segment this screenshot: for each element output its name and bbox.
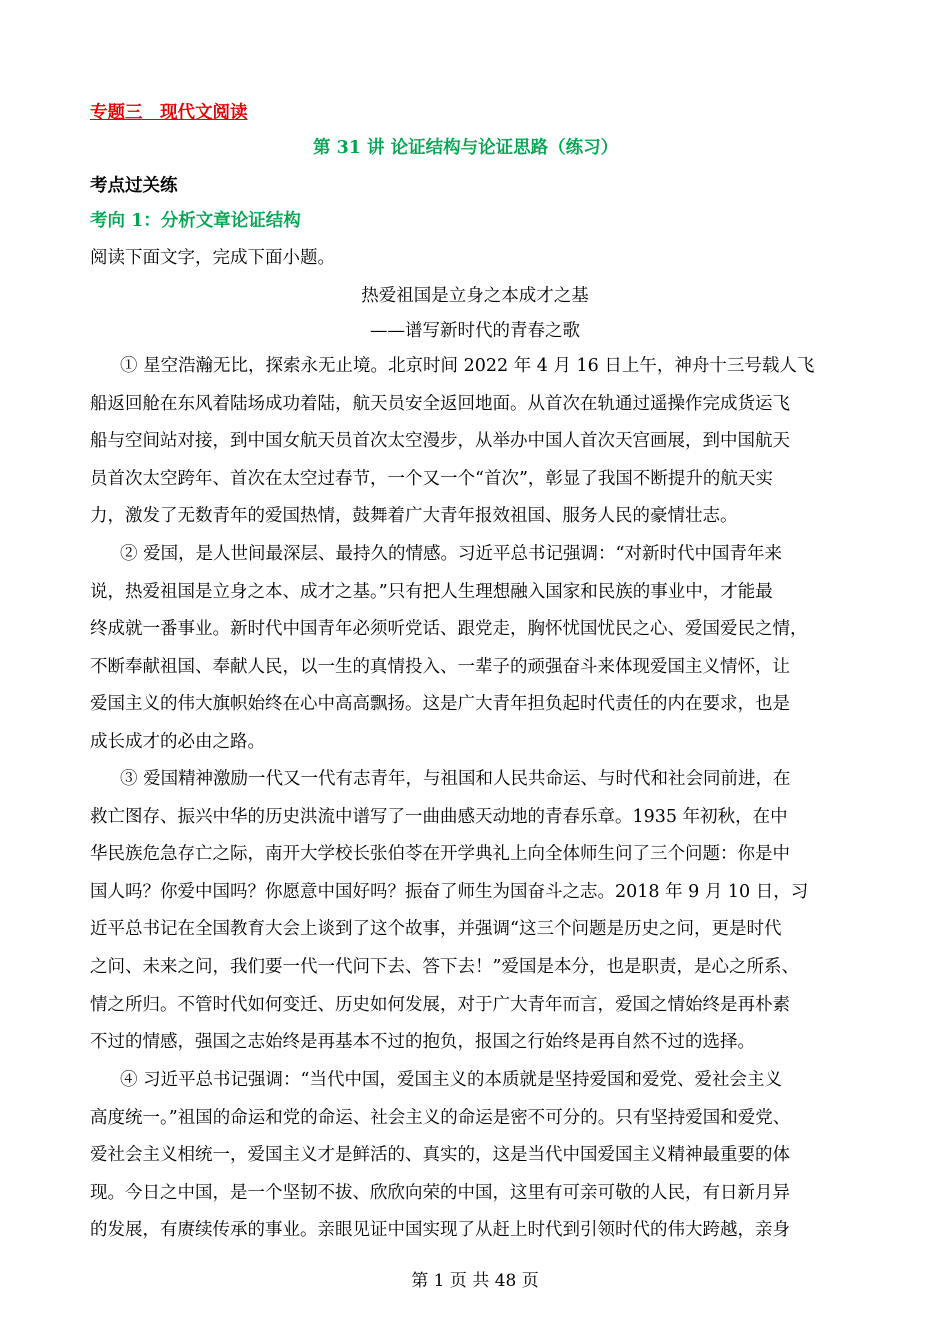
topic-heading: 专题三 现代文阅读 xyxy=(90,103,248,123)
paragraph-3 xyxy=(90,761,865,1062)
paragraph-1 xyxy=(90,348,865,536)
paragraph-line: ② 爱国，是人世间最深层、最持久的情感。习近平总书记强调：“对新时代中国青年来 xyxy=(120,544,783,564)
paragraph-line: 救亡图存、振兴中华的历史洪流中谱写了一曲曲感天动地的青春乐章。1935 年初秋，在中 xyxy=(90,806,788,827)
article-title: 热爱祖国是立身之本成才之基 xyxy=(361,286,589,306)
paragraph-line: ④ 习近平总书记强调：“当代中国，爱国主义的本质就是坚持爱国和爱党、爱社会主义 xyxy=(120,1070,783,1090)
paragraph-line: ① 星空浩瀚无比，探索永无止境。北京时间 2022 年 4 月 16 日上午，神舟十三号载人飞 xyxy=(120,356,815,376)
paragraph-line: 国人吗？你爱中国吗？你愿意中国好吗？振奋了师生为国奋斗之志。2018 年 9 月 10 日，习 xyxy=(90,881,809,902)
subsection-heading: 考向 1：分析文章论证结构 xyxy=(90,211,301,231)
paragraph-line: 不断奉献祖国、奉献人民，以一生的真情投入、一辈子的顽强奋斗来体现爱国主义情怀，让 xyxy=(90,656,790,677)
lecture-title: 第 31 讲 论证结构与论证思路（练习） xyxy=(313,138,619,158)
instruction-text: 阅读下面文字，完成下面小题。 xyxy=(90,248,335,268)
paragraph-line: 近平总书记在全国教育大会上谈到了这个故事，并强调“这三个问题是历史之问，更是时代 xyxy=(90,919,782,940)
paragraph-line: 情之所归。不管时代如何变迁、历史如何发展，对于广大青年而言，爱国之情始终是再朴素 xyxy=(90,994,790,1015)
paragraph-2 xyxy=(90,536,865,762)
paragraph-line: 员首次太空跨年、首次在太空过春节，一个又一个“首次”，彰显了我国不断提升的航天实 xyxy=(90,468,773,489)
paragraph-line: 不过的情感，强国之志始终是再基本不过的抱负，报国之行始终是再自然不过的选择。 xyxy=(90,1032,755,1053)
paragraph-line: 终成就一番事业。新时代中国青年必须听党话、跟党走，胸怀忧国忧民之心、爱国爱民之情， xyxy=(90,619,808,640)
paragraph-line: 高度统一。”祖国的命运和党的命运、社会主义的命运是密不可分的。只有坚持爱国和爱党、 xyxy=(90,1107,791,1128)
page-number-footer: 第 1 页 共 48 页 xyxy=(411,1271,539,1291)
paragraph-line: 成长成才的必由之路。 xyxy=(90,731,265,752)
paragraph-line: 船与空间站对接，到中国女航天员首次太空漫步，从举办中国人首次天宫画展，到中国航天 xyxy=(90,431,790,452)
paragraph-line: 华民族危急存亡之际，南开大学校长张伯苓在开学典礼上向全体师生问了三个问题：你是中 xyxy=(90,844,790,865)
paragraph-4 xyxy=(90,1062,865,1250)
paragraph-line: 爱社会主义相统一，爱国主义才是鲜活的、真实的，这是当代中国爱国主义精神最重要的体 xyxy=(90,1145,790,1166)
paragraph-line: 船返回舱在东风着陆场成功着陆，航天员安全返回地面。从首次在轨通过遥操作完成货运飞 xyxy=(90,393,790,414)
section-heading: 考点过关练 xyxy=(90,176,178,196)
article-subtitle: ——谱写新时代的青春之歌 xyxy=(370,321,580,341)
paragraph-line: 现。今日之中国，是一个坚韧不拔、欣欣向荣的中国，这里有可亲可敬的人民，有日新月异 xyxy=(90,1182,790,1203)
paragraph-line: 的发展，有赓续传承的事业。亲眼见证中国实现了从赶上时代到引领时代的伟大跨越，亲身 xyxy=(90,1220,790,1241)
paragraph-line: 之问、未来之问，我们要一代一代问下去、答下去！”爱国是本分，也是职责，是心之所系、 xyxy=(90,956,799,977)
paragraph-line: 说，热爱祖国是立身之本、成才之基。”只有把人生理想融入国家和民族的事业中，才能最 xyxy=(90,581,773,602)
paragraph-line: ③ 爱国精神激励一代又一代有志青年，与祖国和人民共命运、与时代和社会同前进，在 xyxy=(120,769,791,789)
paragraph-line: 力，激发了无数青年的爱国热情，鼓舞着广大青年报效祖国、服务人民的豪情壮志。 xyxy=(90,506,738,527)
paragraph-line: 爱国主义的伟大旗帜始终在心中高高飘扬。这是广大青年担负起时代责任的内在要求，也是 xyxy=(90,694,790,715)
